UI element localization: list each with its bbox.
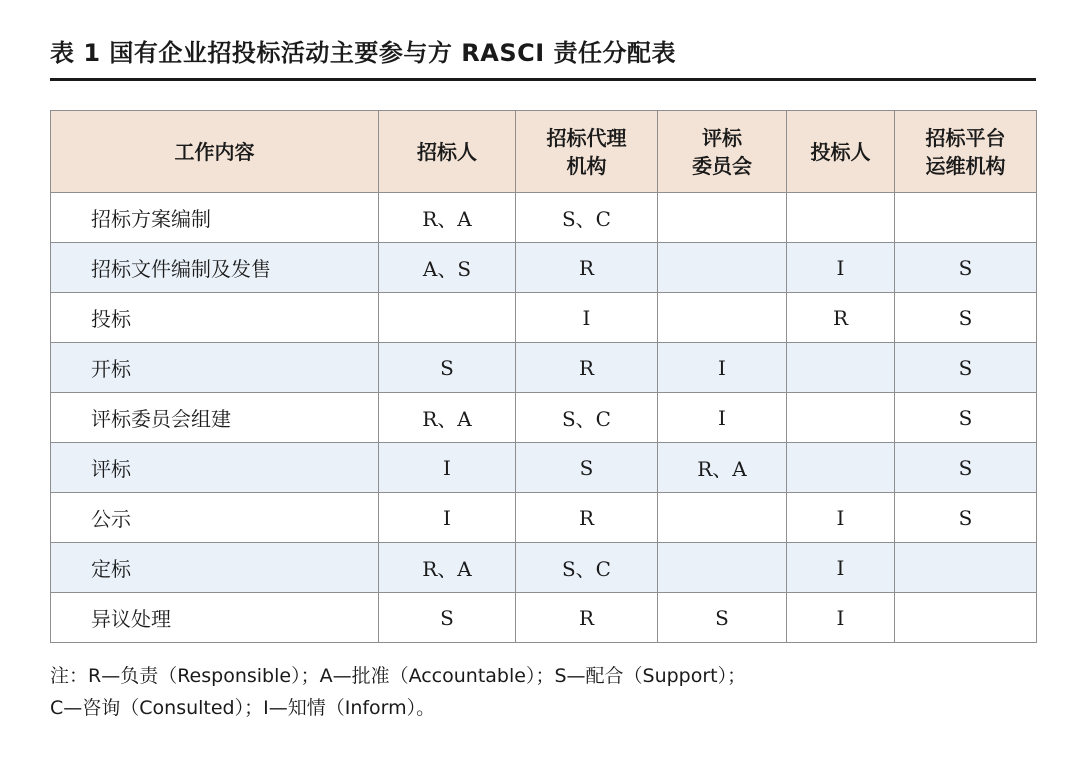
role-cell	[658, 293, 787, 343]
header-bidder: 投标人	[787, 111, 895, 193]
role-cell	[379, 293, 516, 343]
role-cell: R、A	[658, 443, 787, 493]
task-cell: 评标委员会组建	[51, 393, 379, 443]
task-cell: 投标	[51, 293, 379, 343]
header-row	[51, 111, 1037, 193]
role-cell: S、C	[516, 543, 658, 593]
task-cell: 公示	[51, 493, 379, 543]
role-cell: R	[516, 343, 658, 393]
role-cell: I	[379, 443, 516, 493]
table-row	[51, 443, 1037, 493]
header-platform: 招标平台 运维机构	[895, 111, 1037, 193]
table-row	[51, 493, 1037, 543]
role-cell	[787, 343, 895, 393]
role-cell: I	[379, 493, 516, 543]
role-cell: R	[516, 593, 658, 643]
role-cell: R、A	[379, 393, 516, 443]
role-cell: I	[516, 293, 658, 343]
note-line: 注：R—负责（Responsible）；A—批准（Accountable）；S—配合（Support）；	[50, 665, 747, 687]
table-row	[51, 543, 1037, 593]
role-cell	[895, 193, 1037, 243]
table-row	[51, 243, 1037, 293]
role-cell: S	[895, 493, 1037, 543]
table-row	[51, 293, 1037, 343]
role-cell	[895, 593, 1037, 643]
role-cell	[787, 193, 895, 243]
table-row	[51, 193, 1037, 243]
role-cell: S	[895, 343, 1037, 393]
role-cell: S	[895, 293, 1037, 343]
header-agency: 招标代理 机构	[516, 111, 658, 193]
role-cell	[658, 493, 787, 543]
table-title: 表 1 国有企业招投标活动主要参与方 RASCI 责任分配表	[50, 39, 677, 67]
title-rule	[50, 78, 1036, 81]
role-cell	[787, 443, 895, 493]
role-cell	[658, 193, 787, 243]
role-cell: S	[379, 593, 516, 643]
role-cell: R	[787, 293, 895, 343]
header-task: 工作内容	[51, 111, 379, 193]
role-cell	[787, 393, 895, 443]
rasci-table	[50, 110, 1037, 643]
role-cell: S	[658, 593, 787, 643]
role-cell: R、A	[379, 543, 516, 593]
header-committee: 评标 委员会	[658, 111, 787, 193]
role-cell: I	[787, 543, 895, 593]
role-cell	[895, 543, 1037, 593]
header-tenderer: 招标人	[379, 111, 516, 193]
table-row	[51, 393, 1037, 443]
task-cell: 招标文件编制及发售	[51, 243, 379, 293]
role-cell: I	[787, 243, 895, 293]
table-note	[50, 660, 1036, 724]
role-cell: I	[787, 593, 895, 643]
role-cell: R、A	[379, 193, 516, 243]
role-cell: I	[787, 493, 895, 543]
role-cell	[658, 543, 787, 593]
task-cell: 招标方案编制	[51, 193, 379, 243]
role-cell: A、S	[379, 243, 516, 293]
role-cell: S	[895, 393, 1037, 443]
role-cell: S、C	[516, 393, 658, 443]
table-row	[51, 593, 1037, 643]
task-cell: 开标	[51, 343, 379, 393]
role-cell: S	[895, 243, 1037, 293]
role-cell	[658, 243, 787, 293]
role-cell: I	[658, 343, 787, 393]
table-row	[51, 343, 1037, 393]
role-cell: S	[895, 443, 1037, 493]
task-cell: 定标	[51, 543, 379, 593]
note-line: C—咨询（Consulted）；I—知情（Inform）。	[50, 697, 436, 719]
task-cell: 评标	[51, 443, 379, 493]
role-cell: R	[516, 243, 658, 293]
role-cell: S	[379, 343, 516, 393]
role-cell: R	[516, 493, 658, 543]
task-cell: 异议处理	[51, 593, 379, 643]
role-cell: S、C	[516, 193, 658, 243]
role-cell: I	[658, 393, 787, 443]
role-cell: S	[516, 443, 658, 493]
